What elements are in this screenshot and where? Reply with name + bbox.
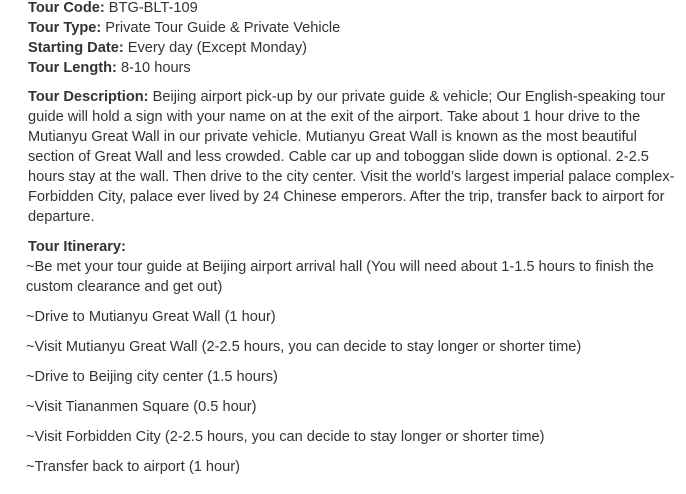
tour-description-label: Tour Description: <box>28 89 149 105</box>
starting-date-label: Starting Date: <box>28 40 124 56</box>
tour-meta <box>28 0 686 78</box>
tour-length-value: 8-10 hours <box>116 60 191 76</box>
tour-description <box>28 87 680 227</box>
itinerary-list <box>28 257 686 477</box>
tour-type-line <box>28 18 686 38</box>
itinerary-item: ~Visit Tiananmen Square (0.5 hour) <box>26 399 257 415</box>
tour-description-text: Beijing airport pick-up by our private guide & vehicle; Our English-speaking tour guide will hold a sign with your name on at the exit of the airport. Take about 1 hour drive to the Mutianyu Great Wall in our private vehicle. Mutianyu Great Wall is known as the most beautiful section of Great Wall and less crowded. Cable car up and toboggan slide down is optional. 2-2.5 hours stay at the wall. Then drive to the city center. Visit the world’s largest imperial palace complex-Forbidden City, palace ever lived by 24 Chinese emperors. After the trip, transfer back to airport for departure. <box>28 89 675 225</box>
itinerary-item: ~Visit Mutianyu Great Wall (2-2.5 hours, you can decide to stay longer or shorter time) <box>26 339 582 355</box>
starting-date-line <box>28 38 686 58</box>
tour-itinerary-heading: Tour Itinerary: <box>28 239 126 255</box>
starting-date-value: Every day (Except Monday) <box>123 40 307 56</box>
tour-length-line <box>28 58 686 78</box>
tour-code-label: Tour Code: <box>28 0 105 16</box>
itinerary-item: ~Visit Forbidden City (2-2.5 hours, you can decide to stay longer or shorter time) <box>26 429 545 445</box>
tour-code-line <box>28 0 686 18</box>
itinerary-item: ~Drive to Beijing city center (1.5 hours) <box>26 369 278 385</box>
itinerary-item: ~Transfer back to airport (1 hour) <box>26 459 240 475</box>
itinerary-item: ~Drive to Mutianyu Great Wall (1 hour) <box>26 309 276 325</box>
itinerary-item: ~Be met your tour guide at Beijing airport arrival hall (You will need about 1-1.5 hours to finish the custom clearance and get out) <box>26 259 654 295</box>
tour-type-value: Private Tour Guide & Private Vehicle <box>101 20 341 36</box>
tour-type-label: Tour Type: <box>28 20 102 36</box>
tour-length-label: Tour Length: <box>28 60 117 76</box>
tour-code-value: BTG-BLT-109 <box>104 0 198 16</box>
